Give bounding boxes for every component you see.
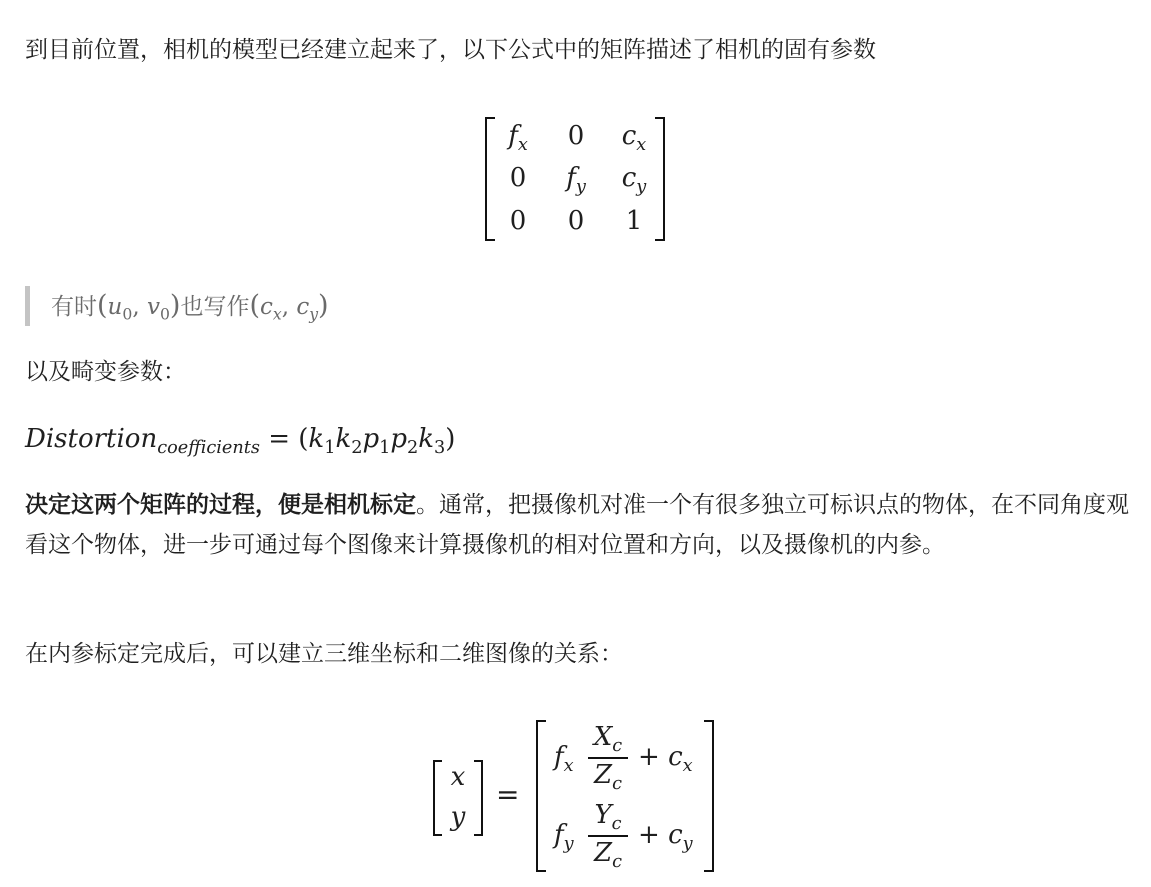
projection-equals: =	[496, 778, 520, 811]
calibration-paragraph	[25, 485, 1135, 565]
matrix-cell-1-1: $f_x$	[508, 121, 528, 156]
lhs-y: y	[450, 802, 466, 832]
rhs-plus-cy: + $c_y$	[638, 820, 693, 855]
distortion-formula: Distortion$_{coefficients}$ = $(k_1k_2p_1p_2k_3)$	[25, 424, 456, 459]
distortion-intro: 以及畸变参数：	[25, 359, 186, 385]
after-calibration-paragraph: 在内参标定完成后，可以建立三维坐标和二维图像的关系：	[25, 641, 623, 667]
rhs-fx: $f_x$	[554, 742, 574, 777]
rhs-plus-cx: + $c_x$	[638, 742, 693, 777]
blockquote-note: 有时($u_0$, $v_0$)也写作($c_x$, $c_y$)	[51, 290, 329, 324]
matrix-cell-3-2: 0	[567, 206, 585, 236]
blockquote-bar	[25, 286, 30, 326]
matrix-cell-3-1: 0	[509, 206, 527, 236]
rhs-fy: $f_y$	[554, 820, 574, 855]
calibration-rest: 。通常，把摄像机对准一个有很多独立可标识点的物体，在不同角度观看这个物体，进一步可通过每个图像来计算摄像机的相对位置和方向，以及摄像机的内参。	[25, 492, 1129, 558]
fraction-x-bar	[588, 757, 628, 759]
fraction-x-numerator: $X_c$	[593, 722, 623, 757]
fraction-y-denominator: $Z_c$	[594, 838, 622, 873]
projection-lhs-vector	[433, 760, 483, 836]
projection-rhs-vector	[536, 720, 714, 872]
matrix-cell-1-2: 0	[567, 121, 585, 151]
fraction-y-bar	[588, 835, 628, 837]
intrinsic-matrix	[485, 117, 665, 239]
fraction-x-denominator: $Z_c$	[594, 760, 622, 795]
lhs-x: x	[450, 762, 466, 792]
intro-paragraph: 到目前位置，相机的模型已经建立起来了，以下公式中的矩阵描述了相机的固有参数	[25, 37, 876, 63]
matrix-cell-2-1: 0	[509, 163, 527, 193]
matrix-cell-2-2: $f_y$	[566, 163, 586, 198]
matrix-cell-3-3: 1	[625, 206, 643, 236]
calibration-bold: 决定这两个矩阵的过程，便是相机标定	[25, 492, 416, 518]
rhs-right-bracket	[704, 720, 714, 872]
fraction-y-numerator: $Y_c$	[594, 800, 622, 835]
matrix-cell-2-3: $c_y$	[621, 163, 647, 198]
rhs-left-bracket	[536, 720, 546, 872]
matrix-cell-1-3: $c_x$	[621, 121, 647, 156]
